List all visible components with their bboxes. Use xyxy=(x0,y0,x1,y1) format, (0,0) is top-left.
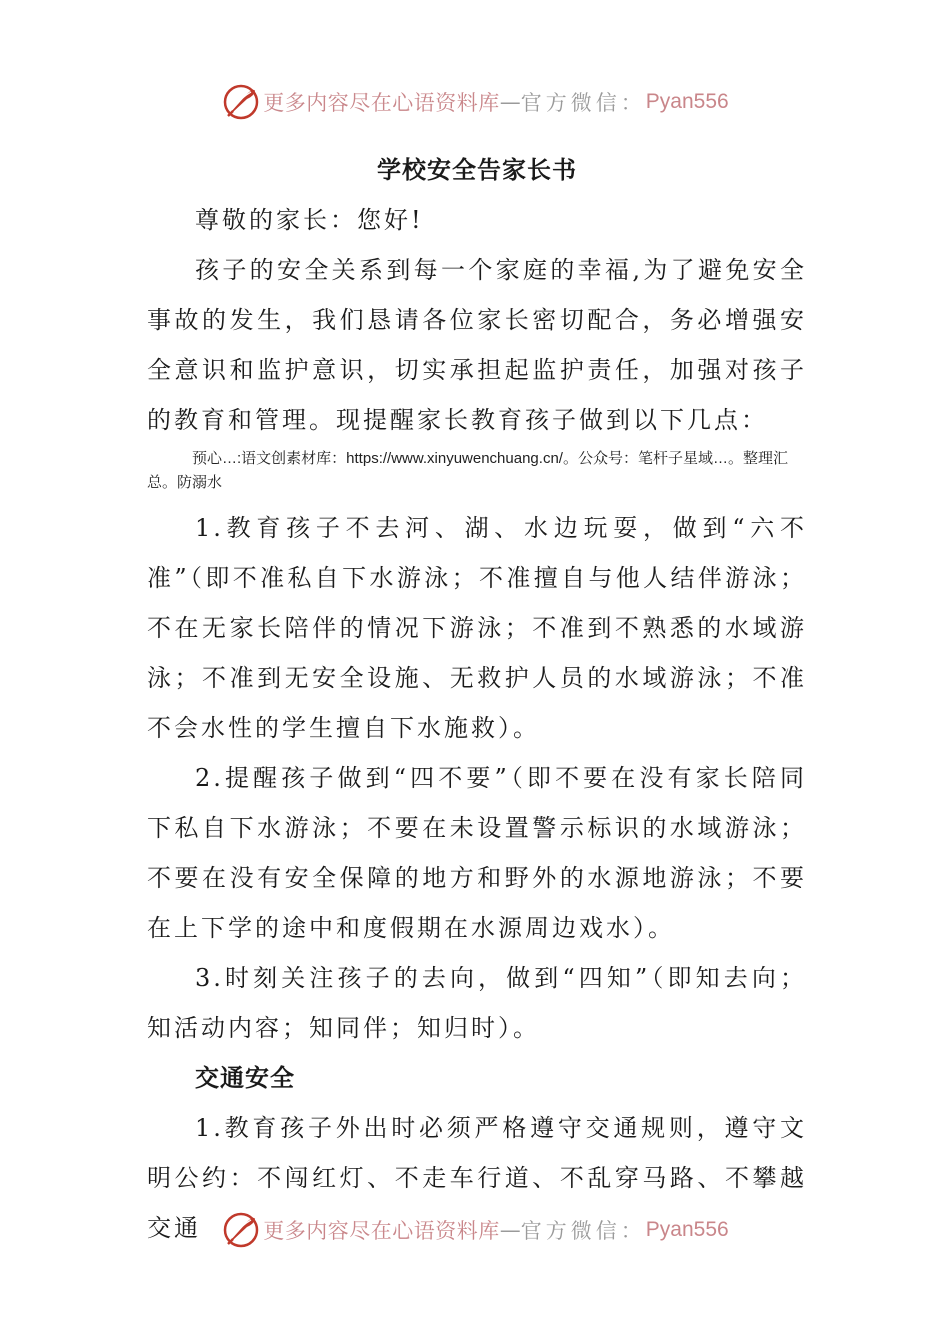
source-note: 预心…:语文创素材库：https://www.xinyuwenchuang.cn/。公众号：笔杆子星域…。整理汇总。防溺水 xyxy=(147,450,788,491)
water-item-1: 1.教育孩子不去河、湖、水边玩耍，做到“六不准”（即不准私自下水游泳；不准擅自与他人结伴游泳；不在无家长陪伴的情况下游泳；不准到不熟悉的水域游泳；不准到无安全设施、无救护人员的水域游泳；不准不会水性的学生擅自下水施救）。 xyxy=(147,514,807,742)
banner-separator: — xyxy=(499,1218,521,1242)
footer-banner xyxy=(0,1206,950,1254)
banner-text: 更多内容尽在心语资料库 xyxy=(263,1219,500,1243)
water-item-2: 2.提醒孩子做到“四不要”（即不要在没有家长陪同下私自下水游泳；不要在未设置警示标识的水域游泳；不要在没有安全保障的地方和野外的水源地游泳；不要在上下学的途中和度假期在水源周边戏水）。 xyxy=(147,764,807,942)
traffic-item-1: 1.教育孩子外出时必须严格遵守交通规则，遵守文明公约：不闯红灯、不走车行道、不乱穿马路、不攀越交通 xyxy=(147,1114,807,1242)
quill-pen-icon xyxy=(221,82,261,122)
intro-paragraph: 孩子的安全关系到每一个家庭的幸福,为了避免安全事故的发生，我们恳请各位家长密切配合，务必增强安全意识和监护意识，切实承担起监护责任，加强对孩子的教育和管理。现提醒家长教育孩子做到以下几点： xyxy=(147,256,807,434)
document-title: 学校安全告家长书 xyxy=(377,156,577,184)
banner-separator: — xyxy=(499,90,521,114)
banner-wechat-id: Pyan556 xyxy=(645,90,729,113)
water-item-3: 3.时刻关注孩子的去向，做到“四知”（即知去向；知活动内容；知同伴；知归时）。 xyxy=(147,964,807,1042)
banner-wechat-id: Pyan556 xyxy=(645,1218,729,1241)
quill-pen-icon xyxy=(221,1210,261,1250)
document-body xyxy=(147,145,807,1253)
banner-text: 更多内容尽在心语资料库 xyxy=(263,91,500,115)
section-heading-traffic: 交通安全 xyxy=(195,1064,295,1092)
header-banner xyxy=(0,78,950,126)
banner-wechat-label: 官方微信： xyxy=(520,1219,646,1243)
greeting: 尊敬的家长：您好! xyxy=(195,206,424,234)
banner-wechat-label: 官方微信： xyxy=(520,91,646,115)
